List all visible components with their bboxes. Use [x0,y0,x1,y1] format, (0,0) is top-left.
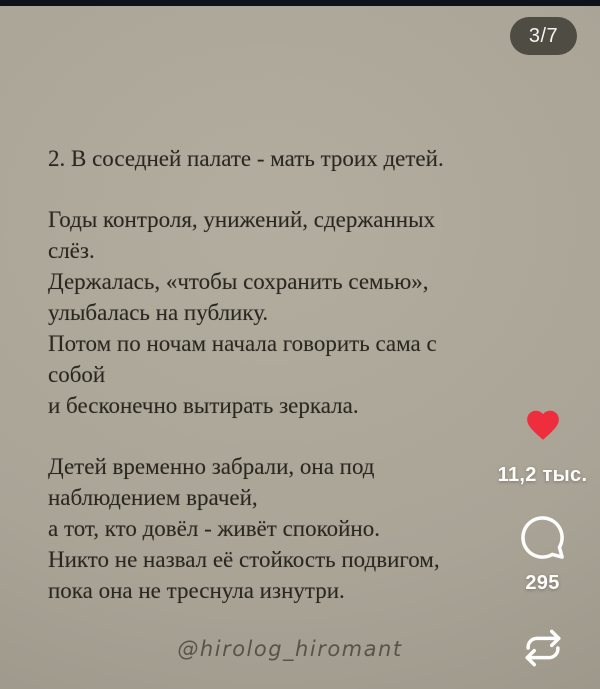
text-line: Детей временно забрали, она под [48,454,375,479]
text-line: Держалась, «чтобы сохранить семью», [48,269,429,294]
text-line: Годы контроля, унижений, сдержанных [48,207,436,232]
text-line: пока она не треснула изнутри. [48,578,345,603]
post-body-text [48,143,548,606]
text-line: собой [48,362,106,387]
text-line: слёз. [48,238,95,263]
likes-count[interactable]: 11,2 тыс. [497,464,588,486]
engagement-rail [490,0,595,689]
comment-bubble-icon [519,514,566,561]
text-line: улыбалась на публику. [48,300,269,325]
heart-icon [523,406,563,444]
comment-button[interactable] [519,514,566,561]
repost-arrows-icon [522,627,564,669]
comments-count[interactable]: 295 [525,572,560,594]
text-line: Потом по ночам начала говорить сама с [48,331,437,356]
repost-button[interactable] [522,627,564,669]
paragraph [48,451,548,606]
text-line: а тот, кто довёл - живёт спокойно. [48,516,380,541]
text-line: 2. В соседней палате - мать троих детей. [48,146,444,171]
text-line: и бесконечно вытирать зеркала. [48,393,359,418]
watermark-handle: @hirolog_hiromant [177,637,403,661]
paragraph [48,204,548,421]
text-line: Никто не назвал её стойкость подвигом, [48,547,440,572]
like-button[interactable] [523,406,563,444]
page-indicator-label: 3/7 [528,24,559,47]
text-line: наблюдением врачей, [48,485,258,510]
paragraph [48,143,548,174]
